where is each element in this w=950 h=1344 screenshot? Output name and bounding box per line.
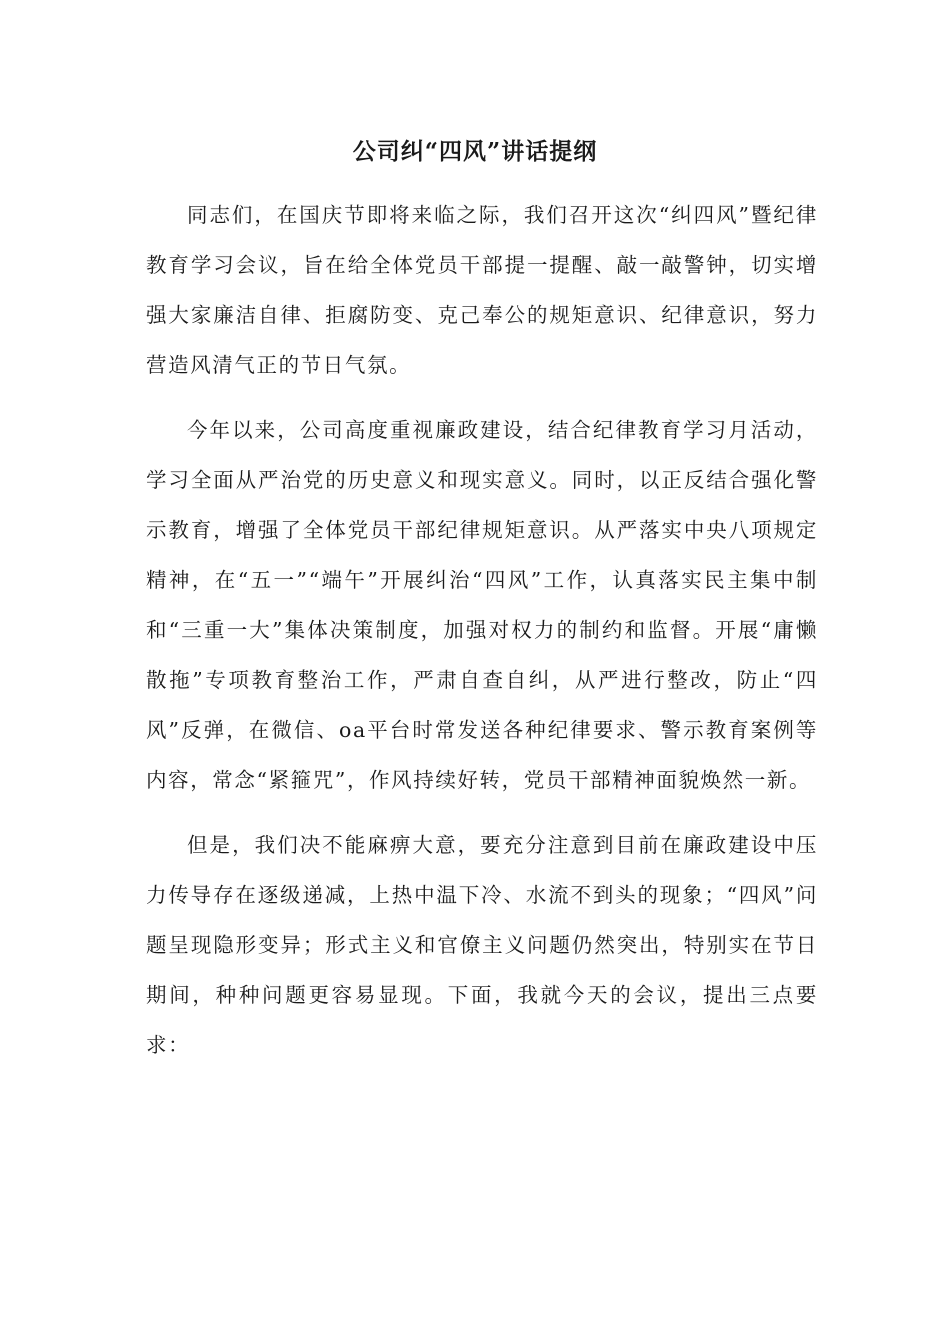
paragraph-achievements: 今年以来，公司高度重视廉政建设，结合纪律教育学习月活动，学习全面从严治党的历史意义和现实意义。同时，以正反结合强化警示教育，增强了全体党员干部纪律规矩意识。从严落实中央八项规定精神，在“五一”“端午”开展纠治“四风”工作，认真落实民主集中制和“三重一大”集体决策制度，加强对权力的制约和监督。开展“庸懒散拖”专项教育整治工作，严肃自查自纠，从严进行整改，防止“四风”反弹，在微信、oa平台时常发送各种纪律要求、警示教育案例等内容，常念“紧箍咒”，作风持续好转，党员干部精神面貌焕然一新。	[146, 418, 818, 792]
document-body	[146, 190, 818, 1085]
paragraph-problems: 但是，我们决不能麻痹大意，要充分注意到目前在廉政建设中压力传导存在逐级递减，上热中温下冷、水流不到头的现象；“四风”问题呈现隐形变异；形式主义和官僚主义问题仍然突出，特别实在节日期间，种种问题更容易显现。下面，我就今天的会议，提出三点要求：	[146, 833, 818, 1057]
paragraph-opening: 同志们，在国庆节即将来临之际，我们召开这次“纠四风”暨纪律教育学习会议，旨在给全体党员干部提一提醒、敲一敲警钟，切实增强大家廉洁自律、拒腐防变、克己奉公的规矩意识、纪律意识，努力营造风清气正的节日气氛。	[146, 203, 818, 377]
document-title: 公司纠“四风”讲话提纲	[352, 138, 598, 165]
